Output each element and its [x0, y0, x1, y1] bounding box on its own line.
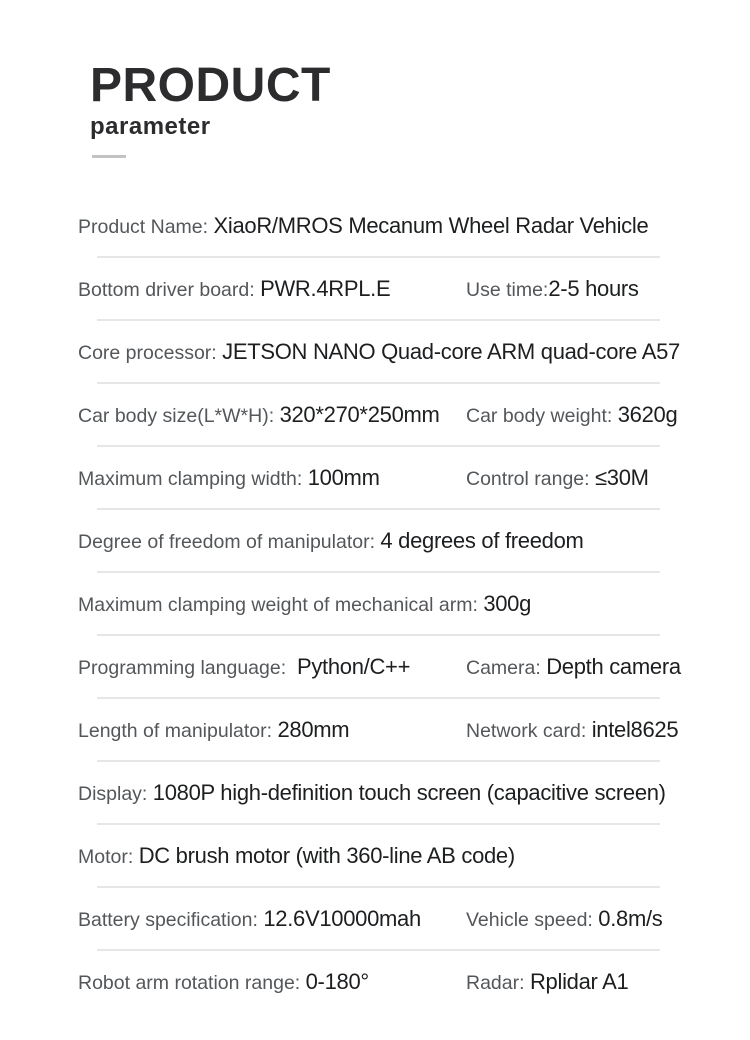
spec-pair [466, 402, 677, 428]
spec-value: 320*270*250mm [279, 402, 440, 428]
spec-pair [78, 843, 515, 869]
spec-value: 0-180° [305, 969, 369, 995]
spec-pair [78, 717, 349, 743]
spec-label: Product Name: [78, 216, 214, 239]
spec-row [0, 258, 750, 321]
spec-label: Display: [78, 783, 153, 806]
page-title: PRODUCT [90, 59, 331, 112]
spec-label: Use time: [466, 279, 549, 302]
title-underline [92, 155, 126, 158]
spec-label: Core processor: [78, 342, 223, 365]
spec-value: 0.8m/s [598, 906, 663, 932]
spec-label: Radar: [466, 972, 530, 995]
spec-label: Camera: [466, 657, 547, 680]
spec-value: 300g [483, 591, 532, 617]
spec-label: Bottom driver board: [78, 279, 261, 302]
spec-label: Car body size(L*W*H): [78, 405, 280, 428]
spec-label: Car body weight: [466, 405, 618, 428]
spec-row [0, 888, 750, 951]
spec-pair [78, 591, 531, 617]
spec-value: Depth camera [546, 654, 681, 680]
spec-value: XiaoR/MROS Mecanum Wheel Radar Vehicle [213, 213, 649, 239]
spec-pair [466, 969, 628, 995]
spec-pair [78, 528, 584, 554]
spec-label: Maximum clamping width: [78, 468, 308, 491]
spec-row [0, 384, 750, 447]
header [0, 0, 750, 158]
spec-value: 2-5 hours [548, 276, 639, 302]
spec-row [0, 636, 750, 699]
spec-pair [78, 465, 380, 491]
spec-pair [78, 906, 421, 932]
spec-row [0, 573, 750, 636]
spec-value: intel8625 [591, 717, 679, 743]
spec-pair [78, 780, 666, 806]
spec-pair [78, 969, 369, 995]
spec-pair [78, 339, 680, 365]
spec-row [0, 699, 750, 762]
spec-value: 12.6V10000mah [263, 906, 421, 932]
spec-row [0, 825, 750, 888]
spec-label: Length of manipulator: [78, 720, 278, 743]
spec-pair [466, 906, 663, 932]
spec-value: Python/C++ [296, 654, 411, 680]
spec-pair [78, 654, 410, 680]
spec-row [0, 762, 750, 825]
page-subtitle: parameter [90, 113, 211, 140]
spec-label: Motor: [78, 846, 139, 869]
spec-value: ≤30M [595, 465, 649, 491]
spec-value: PWR.4RPL.E [260, 276, 391, 302]
spec-label: Programming language: [78, 657, 297, 680]
spec-label: Network card: [466, 720, 592, 743]
spec-label: Battery specification: [78, 909, 264, 932]
spec-pair [466, 654, 681, 680]
spec-value: 4 degrees of freedom [380, 528, 584, 554]
spec-label: Degree of freedom of manipulator: [78, 531, 381, 554]
spec-list [0, 195, 750, 1014]
spec-value: 100mm [307, 465, 380, 491]
spec-value: DC brush motor (with 360-line AB code) [138, 843, 515, 869]
spec-row [0, 195, 750, 258]
spec-pair [78, 402, 440, 428]
spec-label: Vehicle speed: [466, 909, 599, 932]
spec-pair [466, 276, 639, 302]
spec-value: 1080P high-definition touch screen (capacitive screen) [152, 780, 666, 806]
spec-value: 3620g [617, 402, 678, 428]
spec-value: JETSON NANO Quad-core ARM quad-core A57 [222, 339, 680, 365]
spec-pair [466, 465, 649, 491]
spec-value: 280mm [277, 717, 350, 743]
spec-row [0, 321, 750, 384]
spec-label: Maximum clamping weight of mechanical arm: [78, 594, 484, 617]
spec-label: Robot arm rotation range: [78, 972, 306, 995]
spec-pair [78, 276, 390, 302]
spec-label: Control range: [466, 468, 595, 491]
spec-value: Rplidar A1 [529, 969, 629, 995]
spec-pair [78, 213, 648, 239]
spec-row [0, 447, 750, 510]
spec-row [0, 510, 750, 573]
spec-pair [466, 717, 678, 743]
spec-row [0, 951, 750, 1014]
